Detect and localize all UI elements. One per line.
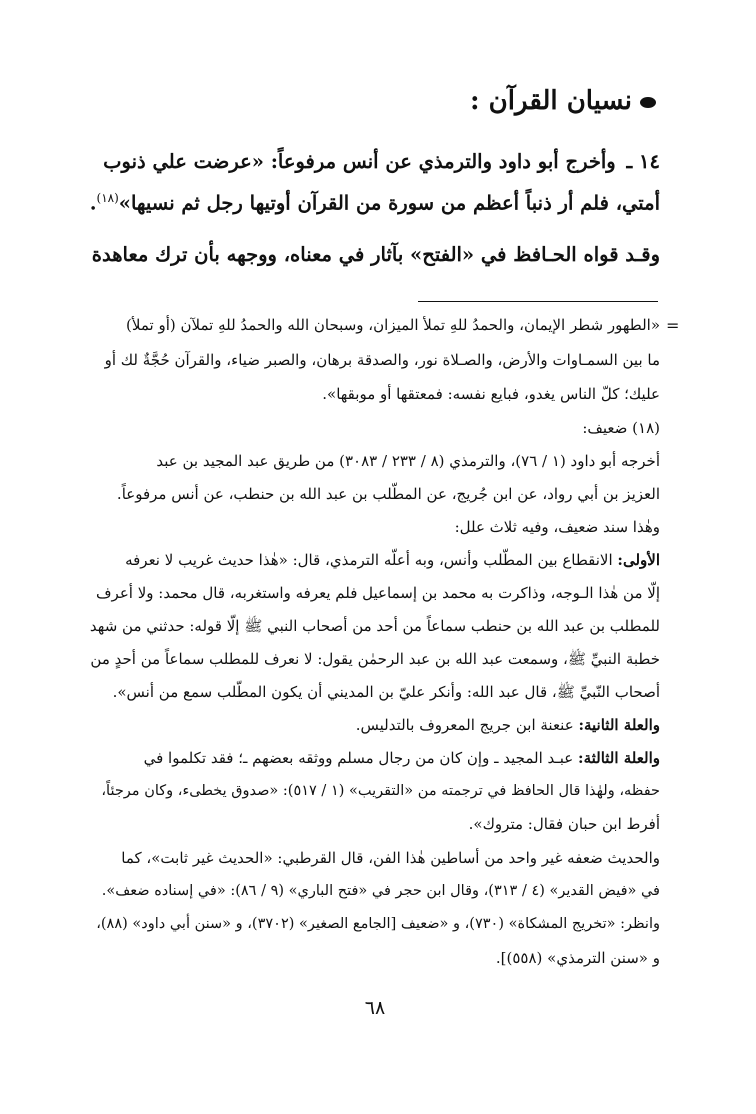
- footnote-line: للمطلب بن عبد الله بن حنطب سماعاً من أحد من أصحاب النبي ﷺ إلّا قوله: حدثني من شهد: [89, 617, 660, 635]
- hadith-text-1: وأخرج أبو داود والترمذي عن أنس مرفوعاً: «عرضت علي ذنوب: [103, 150, 616, 173]
- continuation-mark: =: [666, 316, 680, 335]
- footnote-line: وانظر: «تخريج المشكاة» (٧٣٠)، و «ضعيف [الجامع الصغير» (٣٧٠٢)، و «سنن أبي داود» (٨٨)،: [96, 916, 660, 932]
- footnote-separator: [418, 301, 658, 302]
- footnote-line: و «سنن الترمذي» (٥٥٨)].: [495, 949, 660, 967]
- footnote-line: الأولى: الانقطاع بين المطّلب وأنس، وبه أعلّه الترمذي، قال: «هٰذا حديث غريب لا نعرفه: [125, 551, 660, 569]
- footnote-line: في «فيض القدير» (٤ / ٣١٣)، وقال ابن حجر في «فتح الباري» (٩ / ٨٦): «في إسناده ضعف».: [101, 883, 660, 899]
- footnote-line: «الطهور شطر الإيمان، والحمدُ للهِ تملأ الميزان، وسبحان الله والحمدُ للهِ تملآن (أو تملأ): [126, 316, 660, 334]
- footnote-line: وهٰذا سند ضعيف، وفيه ثلاث علل:: [454, 518, 660, 536]
- footnote-line: خطبة النبيِّ ﷺ، وسمعت عبد الله بن عبد الرحمٰن يقول: لا نعرف للمطلب سماعاً من أحدٍ من: [90, 650, 660, 668]
- footnote-line: أفرط ابن حبان فقال: متروك».: [468, 815, 660, 833]
- footnote-line: حفظه، ولهٰذا قال الحافظ في ترجمته من «التقريب» (١ / ٥١٧): «صدوق يخطىء، وكان مرجئاً،: [101, 783, 660, 799]
- footnote-line: أخرجه أبو داود (١ / ٧٦)، والترمذي (٨ / ٢٣٣ / ٣٠٨٣) من طريق عبد المجيد بن عبد: [156, 452, 660, 470]
- bullet-icon: [640, 97, 656, 108]
- footnote-line: إلّا من هٰذا الـوجه، وذاكرت به محمد بن إسماعيل فلم يعرفه واستغربه، قال محمد: ولا أعرف: [96, 584, 660, 602]
- section-title: نسيان القرآن :: [470, 86, 632, 116]
- footnote-ref-marker: (١٨): [96, 191, 119, 205]
- hadith-text-2: أمتي، فلم أر ذنباً أعظم من سورة من القرآن أوتيها رجل ثم نسيها»: [118, 191, 660, 215]
- hadith-line-1: [103, 150, 660, 173]
- hadith-number: ١٤ ـ: [626, 150, 660, 173]
- hadith-line-3: [92, 243, 660, 266]
- footnote-line: والعلة الثانية: عنعنة ابن جريج المعروف بالتدليس.: [355, 716, 660, 734]
- section-heading: [470, 86, 656, 116]
- hadith-text-3: وقـد قواه الحـافظ في «الفتح» بآثار في معناه، ووجهه بأن ترك معاهدة: [91, 243, 660, 266]
- footnote-line: العزيز بن أبي رواد، عن ابن جُريج، عن المطّلب بن عبد الله بن حنطب، عن أنس مرفوعاً.: [116, 485, 660, 503]
- footnote-heading: (١٨) ضعيف:: [582, 419, 660, 437]
- footnote-line: أصحاب النّبيِّ ﷺ، قال عبد الله: وأنكر عليّ بن المديني أن يكون المطّلب سمع من أنس».: [112, 683, 660, 701]
- footnote-line: والحديث ضعفه غير واحد من أساطين هٰذا الفن، قال القرطبي: «الحديث غير ثابت»، كما: [121, 849, 660, 867]
- hadith-line-2-end: .: [89, 191, 97, 215]
- page-number: ٦٨: [364, 997, 386, 1019]
- footnote-line: ما بين السمـاوات والأرض، والصـلاة نور، والصدقة برهان، والصبر ضياء، والقرآن حُجَّةٌ لك أو: [104, 351, 660, 369]
- footnote-line: والعلة الثالثة: عبـد المجيد ـ وإن كان من رجال مسلم ووثقه بعضهم ـ؛ فقد تكلموا في: [143, 749, 660, 767]
- footnote-line: عليك؛ كلّ الناس يغدو، فبايع نفسه: فمعتقها أو موبقها».: [322, 385, 660, 403]
- hadith-line-2: [90, 191, 660, 215]
